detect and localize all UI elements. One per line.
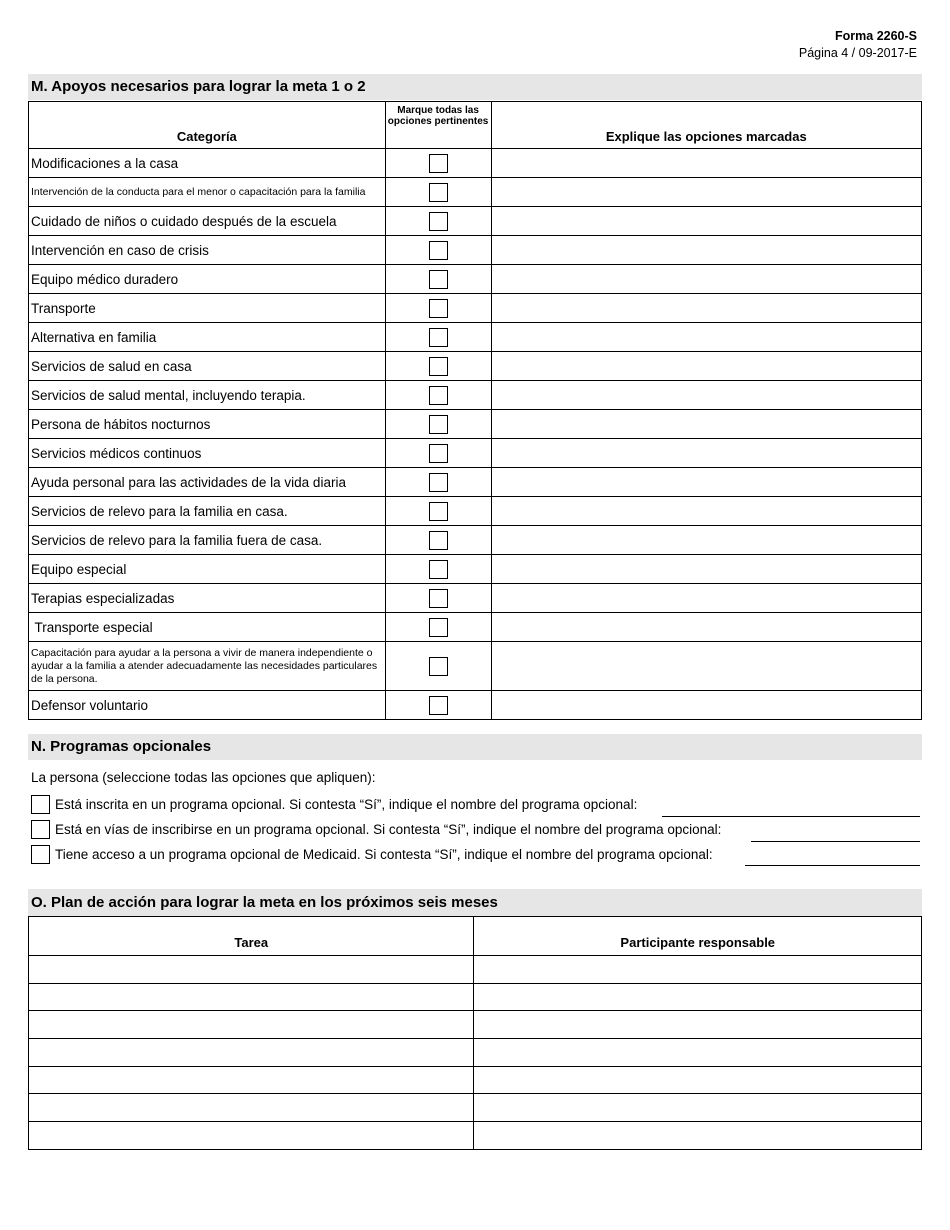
category-label: Terapias especializadas — [29, 584, 386, 613]
table-row — [29, 983, 922, 1011]
support-checkbox[interactable] — [429, 386, 448, 405]
category-label: Equipo médico duradero — [29, 265, 386, 294]
explanation-field[interactable] — [491, 236, 921, 265]
task-field[interactable] — [29, 1094, 474, 1122]
explanation-field[interactable] — [491, 584, 921, 613]
table-row — [29, 439, 922, 468]
category-label: Persona de hábitos nocturnos — [29, 410, 386, 439]
task-field[interactable] — [29, 1122, 474, 1150]
optional-program-option — [31, 794, 637, 814]
col-header-task: Tarea — [29, 917, 474, 956]
table-row — [29, 294, 922, 323]
action-plan-table — [28, 916, 922, 1150]
explanation-field[interactable] — [491, 265, 921, 294]
table-row — [29, 468, 922, 497]
explanation-field[interactable] — [491, 410, 921, 439]
explanation-field[interactable] — [491, 352, 921, 381]
support-checkbox[interactable] — [429, 657, 448, 676]
responsible-field[interactable] — [474, 983, 922, 1011]
table-row — [29, 956, 922, 984]
support-checkbox[interactable] — [429, 241, 448, 260]
explanation-field[interactable] — [491, 381, 921, 410]
table-row — [29, 555, 922, 584]
explanation-field[interactable] — [491, 149, 921, 178]
explanation-field[interactable] — [491, 323, 921, 352]
option-checkbox[interactable] — [31, 820, 50, 839]
form-header — [799, 28, 917, 62]
table-row — [29, 526, 922, 555]
support-checkbox[interactable] — [429, 154, 448, 173]
category-label: Modificaciones a la casa — [29, 149, 386, 178]
table-row — [29, 497, 922, 526]
category-label: Equipo especial — [29, 555, 386, 584]
program-name-field[interactable] — [745, 865, 920, 866]
page-info: Página 4 / 09-2017-E — [798, 46, 917, 60]
table-row — [29, 1039, 922, 1067]
section-n-title: N. Programas opcionales — [28, 734, 922, 760]
option-checkbox[interactable] — [31, 795, 50, 814]
supports-table — [28, 101, 922, 720]
explanation-field[interactable] — [491, 555, 921, 584]
support-checkbox[interactable] — [429, 502, 448, 521]
explanation-field[interactable] — [491, 642, 921, 691]
section-n-intro: La persona (seleccione todas las opciones que apliquen): — [31, 770, 376, 785]
support-checkbox[interactable] — [429, 696, 448, 715]
explanation-field[interactable] — [491, 497, 921, 526]
task-field[interactable] — [29, 1039, 474, 1067]
optional-program-option — [31, 819, 721, 839]
support-checkbox[interactable] — [429, 444, 448, 463]
explanation-field[interactable] — [491, 439, 921, 468]
category-label: Ayuda personal para las actividades de la vida diaria — [29, 468, 386, 497]
table-row — [29, 410, 922, 439]
col-header-responsible: Participante responsable — [474, 917, 922, 956]
responsible-field[interactable] — [474, 1094, 922, 1122]
program-name-field[interactable] — [662, 816, 920, 817]
category-label: Capacitación para ayudar a la persona a vivir de manera independiente o ayudar a la familia a atender adecuadamente las necesidades particulares de la persona. — [29, 642, 386, 691]
section-m-title: M. Apoyos necesarios para lograr la meta 1 o 2 — [28, 74, 922, 100]
table-row — [29, 613, 922, 642]
task-field[interactable] — [29, 1066, 474, 1094]
col-header-mark: Marque todas las opciones pertinentes — [385, 102, 491, 149]
category-label: Servicios de salud en casa — [29, 352, 386, 381]
category-label: Transporte — [29, 294, 386, 323]
support-checkbox[interactable] — [429, 618, 448, 637]
responsible-field[interactable] — [474, 1066, 922, 1094]
category-label: Servicios médicos continuos — [29, 439, 386, 468]
responsible-field[interactable] — [474, 1011, 922, 1039]
col-header-category: Categoría — [29, 102, 386, 149]
explanation-field[interactable] — [491, 526, 921, 555]
responsible-field[interactable] — [474, 1039, 922, 1067]
support-checkbox[interactable] — [429, 183, 448, 202]
responsible-field[interactable] — [474, 956, 922, 984]
explanation-field[interactable] — [491, 294, 921, 323]
support-checkbox[interactable] — [429, 328, 448, 347]
option-checkbox[interactable] — [31, 845, 50, 864]
table-row — [29, 1066, 922, 1094]
category-label: Servicios de salud mental, incluyendo terapia. — [29, 381, 386, 410]
support-checkbox[interactable] — [429, 415, 448, 434]
table-row — [29, 381, 922, 410]
table-row — [29, 236, 922, 265]
col-header-explain: Explique las opciones marcadas — [491, 102, 921, 149]
table-row — [29, 323, 922, 352]
explanation-field[interactable] — [491, 613, 921, 642]
explanation-field[interactable] — [491, 207, 921, 236]
table-row — [29, 207, 922, 236]
category-label: Alternativa en familia — [29, 323, 386, 352]
category-label: Intervención de la conducta para el menor o capacitación para la familia — [29, 178, 386, 207]
table-row — [29, 178, 922, 207]
table-row — [29, 584, 922, 613]
task-field[interactable] — [29, 983, 474, 1011]
support-checkbox[interactable] — [429, 357, 448, 376]
table-row — [29, 352, 922, 381]
support-checkbox[interactable] — [429, 589, 448, 608]
category-label: Servicios de relevo para la familia fuera de casa. — [29, 526, 386, 555]
table-row — [29, 691, 922, 720]
explanation-field[interactable] — [491, 178, 921, 207]
explanation-field[interactable] — [491, 691, 921, 720]
category-label: Servicios de relevo para la familia en casa. — [29, 497, 386, 526]
table-row — [29, 265, 922, 294]
support-checkbox[interactable] — [429, 270, 448, 289]
support-checkbox[interactable] — [429, 212, 448, 231]
form-number: Forma 2260-S — [835, 29, 917, 43]
category-label: Intervención en caso de crisis — [29, 236, 386, 265]
task-field[interactable] — [29, 956, 474, 984]
option-label: Está inscrita en un programa opcional. Si contesta “Sí”, indique el nombre del programa opcional: — [55, 796, 638, 812]
task-field[interactable] — [29, 1011, 474, 1039]
option-label: Tiene acceso a un programa opcional de Medicaid. Si contesta “Sí”, indique el nombre del programa opcional: — [55, 846, 713, 862]
support-checkbox[interactable] — [429, 531, 448, 550]
category-label: Cuidado de niños o cuidado después de la escuela — [29, 207, 386, 236]
section-o-title: O. Plan de acción para lograr la meta en los próximos seis meses — [28, 889, 922, 916]
responsible-field[interactable] — [474, 1122, 922, 1150]
option-label: Está en vías de inscribirse en un programa opcional. Si contesta “Sí”, indique el nombre del programa opcional: — [55, 821, 722, 837]
table-row — [29, 149, 922, 178]
category-label: Defensor voluntario — [29, 691, 386, 720]
support-checkbox[interactable] — [429, 560, 448, 579]
category-label: Transporte especial — [29, 613, 386, 642]
table-row — [29, 1094, 922, 1122]
program-name-field[interactable] — [751, 841, 920, 842]
explanation-field[interactable] — [491, 468, 921, 497]
table-row — [29, 1122, 922, 1150]
table-row — [29, 1011, 922, 1039]
table-row — [29, 642, 922, 691]
optional-program-option — [31, 844, 713, 864]
support-checkbox[interactable] — [429, 473, 448, 492]
support-checkbox[interactable] — [429, 299, 448, 318]
